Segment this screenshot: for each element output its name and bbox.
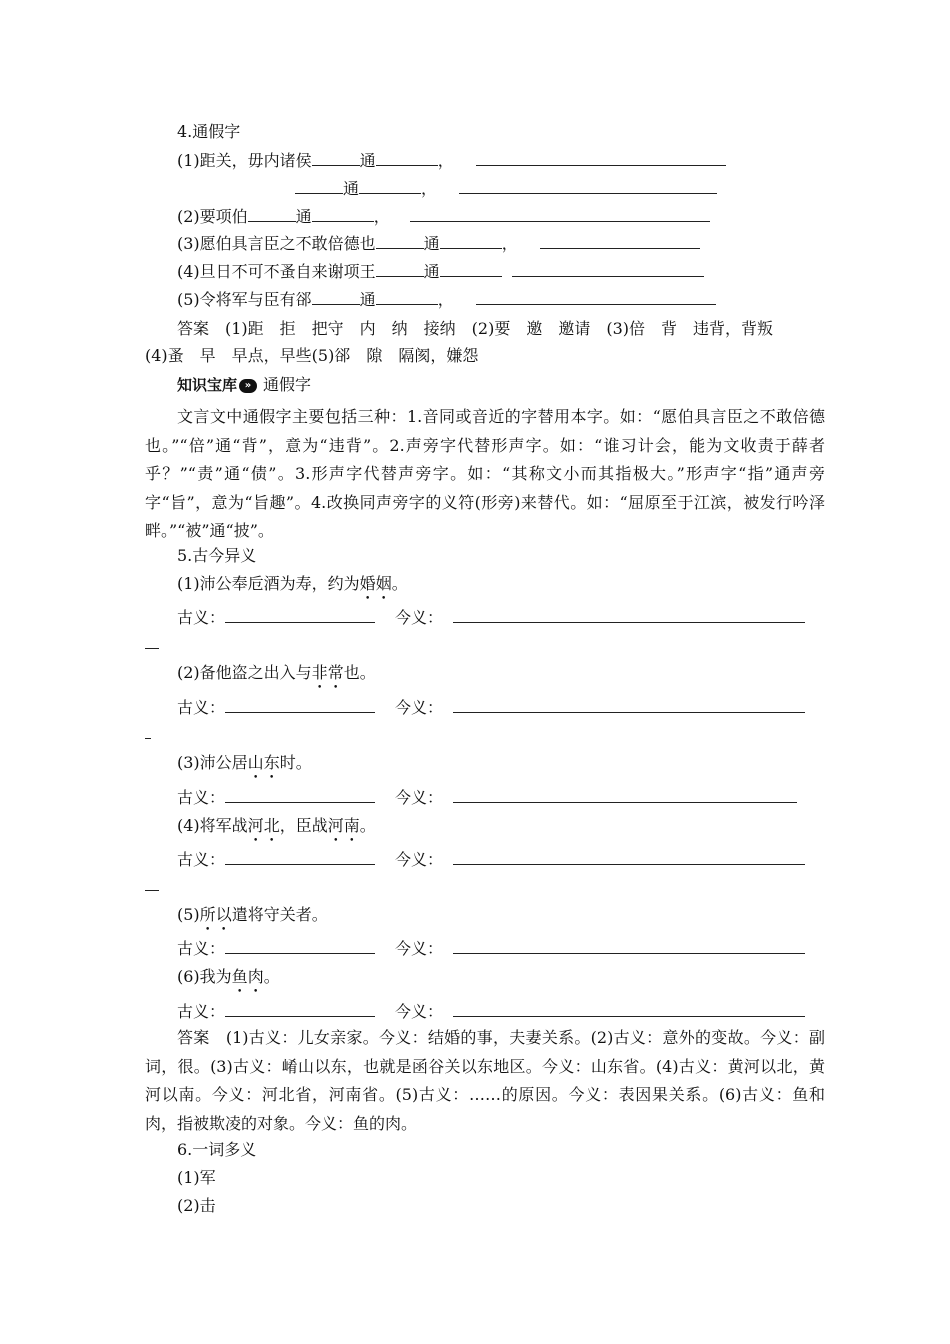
tongjia-item-2: (2)要项伯 通 ， xyxy=(177,206,710,228)
knowledge-body: 文言文中通假字主要包括三种：1.音同或音近的字替用本字。如：“愿伯具言臣之不敢倍德也。”“倍”通“背”，意为“违背”。2.声旁字代替形声字。如：“谁习计会，能为文收责于薛者乎？”“责”通“债”。3.形声字代替声旁字。如：“其称文小而其指极大。”形声字“指”通声旁字“旨”，意为“旨趣”。4.改换同声旁字的义符(形旁)来替代。如：“屈原至于江滨，被发行吟泽畔。”“被”通“披”。 xyxy=(145,407,825,540)
answer-blank[interactable] xyxy=(376,233,424,249)
gujin-question-1: (1)沛公奉卮酒为寿，约为婚姻。 xyxy=(177,574,408,593)
gujin-answer-row-5: 古义： 今义： xyxy=(177,938,805,960)
gu-blank[interactable] xyxy=(225,607,375,623)
answer-blank[interactable] xyxy=(312,289,360,305)
line-wrap-dash xyxy=(145,738,151,739)
gujin-answer-row-2: 古义： 今义： xyxy=(177,697,805,719)
gujin-question-4: (4)将军战河北，臣战河南。 xyxy=(177,816,376,835)
answer-blank[interactable] xyxy=(512,261,704,277)
polysemy-item-2: (2)击 xyxy=(177,1196,216,1215)
answer-blank[interactable] xyxy=(459,178,717,194)
section-4-title: 4.通假字 xyxy=(177,122,241,141)
gujin-answer-row-4: 古义： 今义： xyxy=(177,849,805,871)
gu-blank[interactable] xyxy=(225,787,375,803)
answer-blank[interactable] xyxy=(376,261,424,277)
line-wrap-dash xyxy=(145,648,159,649)
gu-blank[interactable] xyxy=(225,697,375,713)
jin-blank[interactable] xyxy=(453,697,805,713)
jin-blank[interactable] xyxy=(453,607,805,623)
answer-blank[interactable] xyxy=(540,233,700,249)
gujin-question-5: (5)所以遣将守关者。 xyxy=(177,905,328,924)
gujin-question-2: (2)备他盗之出入与非常也。 xyxy=(177,663,376,682)
answer-blank[interactable] xyxy=(248,206,296,222)
section-5-answer: 答案 (1)古义：儿女亲家。今义：结婚的事，夫妻关系。(2)古义：意外的变故。今义：副词，很。(3)古义：崤山以东，也就是函谷关以东地区。今义：山东省。(4)古义：黄河以北，黄河以南。今义：河北省，河南省。(5)古义：……的原因。今义：表因果关系。(6)古义：鱼和肉，指被欺凌的对象。今义：鱼的肉。 xyxy=(145,1028,825,1133)
answer-blank[interactable] xyxy=(440,261,502,277)
tongjia-item-4: (4)旦日不可不蚤自来谢项王 通 xyxy=(177,261,704,283)
jin-blank[interactable] xyxy=(453,1001,805,1017)
answer-blank[interactable] xyxy=(312,150,360,166)
tongjia-item-5: (5)令将军与臣有郤 通 ， xyxy=(177,289,716,311)
gu-blank[interactable] xyxy=(225,938,375,954)
tongjia-item-1-second: 通 ， xyxy=(295,178,717,200)
jin-blank[interactable] xyxy=(453,787,797,803)
answer-blank[interactable] xyxy=(376,150,438,166)
knowledge-heading: 知识宝库 » 通假字 xyxy=(177,375,312,394)
section-6-title: 6.一词多义 xyxy=(177,1140,257,1159)
answer-blank[interactable] xyxy=(359,178,421,194)
answer-blank[interactable] xyxy=(295,178,343,194)
answer-blank[interactable] xyxy=(440,233,502,249)
gujin-answer-row-3: 古义： 今义： xyxy=(177,787,797,809)
gu-blank[interactable] xyxy=(225,849,375,865)
line-wrap-dash xyxy=(145,890,159,891)
jin-blank[interactable] xyxy=(453,849,805,865)
gu-blank[interactable] xyxy=(225,1001,375,1017)
tongjia-item-1: (1)距关，毋内诸侯 通 ， xyxy=(177,150,726,172)
answer-blank[interactable] xyxy=(410,206,710,222)
gujin-answer-row-1: 古义： 今义： xyxy=(177,607,805,629)
gujin-question-6: (6)我为鱼肉。 xyxy=(177,967,280,986)
polysemy-item-1: (1)军 xyxy=(177,1168,216,1187)
answer-blank[interactable] xyxy=(312,206,374,222)
jin-blank[interactable] xyxy=(453,938,805,954)
gujin-question-3: (3)沛公居山东时。 xyxy=(177,753,312,772)
tongjia-item-3: (3)愿伯具言臣之不敢倍德也 通 ， xyxy=(177,233,700,255)
section-5-title: 5.古今异义 xyxy=(177,546,257,565)
knowledge-badge: 知识宝库 » xyxy=(177,374,257,396)
answer-blank[interactable] xyxy=(476,289,716,305)
section-4-answer: 答案 (1)距 拒 把守 内 纳 接纳 (2)要 邀 邀请 (3)倍 背 违背，背叛 xyxy=(177,319,773,338)
section-4-answer-cont: (4)蚤 早 早点，早些(5)郤 隙 隔阂，嫌怨 xyxy=(145,346,479,365)
double-arrow-icon: » xyxy=(239,379,257,393)
answer-blank[interactable] xyxy=(476,150,726,166)
answer-blank[interactable] xyxy=(376,289,438,305)
gujin-answer-row-6: 古义： 今义： xyxy=(177,1001,805,1023)
